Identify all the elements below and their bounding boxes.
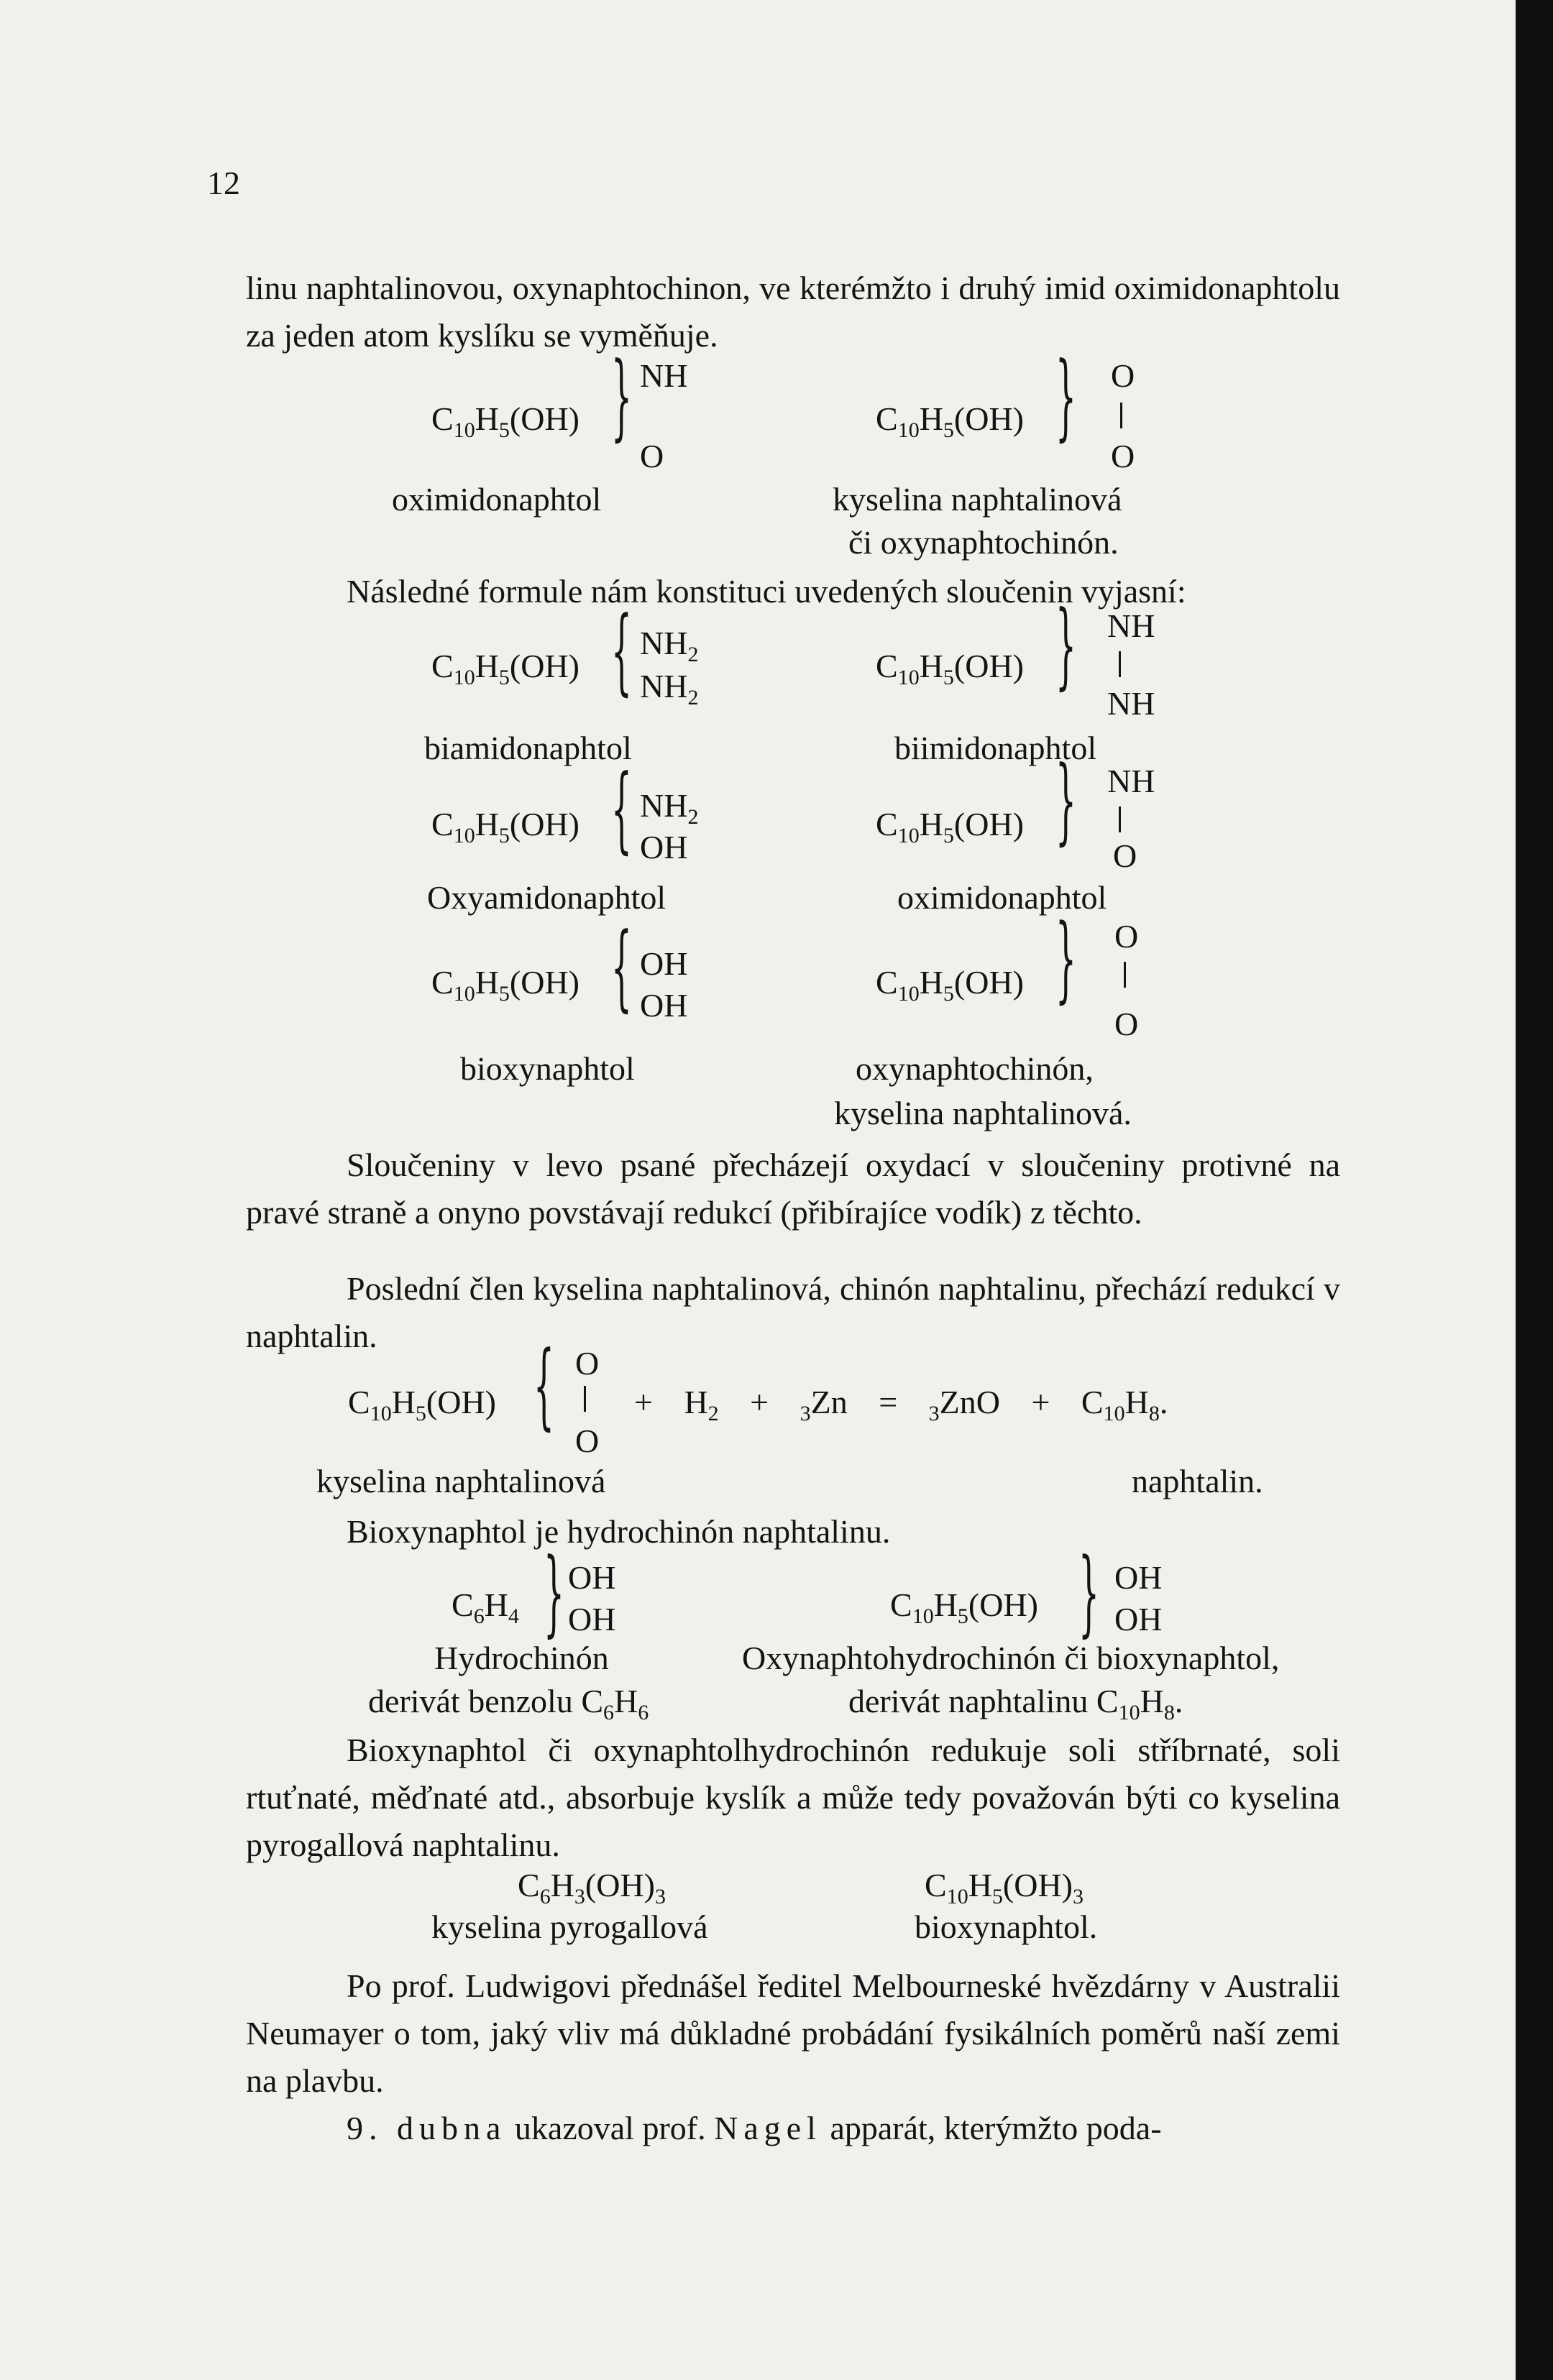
formula-text: $C_{10}H_5(OH)_3$ <box>925 1867 1084 1908</box>
paragraph-3: Sloučeniny v levo psané přecházejí oxydací v sloučeniny protivné na pravé straně a onyno povstávají redukcí (přibírajíce vodík) z těchto. <box>246 1147 1340 1231</box>
bond-line <box>1124 962 1126 988</box>
date-text: 9. dubna <box>347 2110 507 2146</box>
compound-name: oximidonaphtol <box>392 481 602 518</box>
brace: } <box>1078 1538 1099 1647</box>
compound-name: Hydrochinón <box>434 1640 609 1676</box>
bond-line <box>1119 807 1121 832</box>
formula-text: $C_{10}H_5(OH)$ <box>876 964 1024 1006</box>
bond-line <box>1120 403 1122 428</box>
formula-substituent: OH <box>640 987 688 1024</box>
paragraph-7: Po prof. Ludwigovi přednášel ředitel Melbourneské hvězdárny v Australii Neumayer o tom, jaký vliv má důkladné probádání fysikálních poměrů naší zemi na plavbu. <box>246 1967 1340 2099</box>
formula-substituent: O <box>1111 357 1135 394</box>
paragraph-2: Následné formule nám konstituci uvedených sloučenin vyjasní: <box>347 573 1186 610</box>
compound-name: Oxyamidonaphtol <box>427 879 666 916</box>
compound-name: naphtalin. <box>1132 1463 1263 1499</box>
formula-substituent: OH <box>640 829 688 865</box>
formula-text: $C_{10}H_5(OH)$ <box>890 1586 1038 1628</box>
formula-substituent: O <box>575 1345 600 1382</box>
formula-substituent: O <box>1113 837 1137 874</box>
formula-substituent: $NH_2$ <box>640 625 699 666</box>
formula-substituent: OH <box>640 945 688 982</box>
paragraph-5: Bioxynaphtol je hydrochinón naphtalinu. <box>347 1513 891 1550</box>
compound-name: biamidonaphtol <box>424 730 632 766</box>
compound-name: biimidonaphtol <box>894 730 1097 766</box>
equation-lhs: $C_{10}H_5(OH)$ <box>348 1384 496 1425</box>
compound-name-2: derivát naphtalinu $C_{10}H_8$. <box>848 1683 1183 1724</box>
formula-substituent: OH <box>568 1559 616 1596</box>
formula-substituent: O <box>1114 1006 1139 1042</box>
compound-name-2: kyselina naphtalinová. <box>834 1095 1132 1131</box>
formula-text: $C_{10}H_5(OH)$ <box>431 648 579 689</box>
brace: } <box>1055 341 1076 451</box>
formula-substituent: NH <box>1107 685 1155 722</box>
compound-name: bioxynaphtol <box>460 1050 635 1087</box>
compound-name-2: derivát benzolu $C_6H_6$ <box>368 1683 649 1724</box>
paragraph-1: linu naphtalinovou, oxynaphtochinon, ve kterémžto i druhý imid oximidonaphtolu za jeden atom kyslíku se vyměňuje. <box>246 270 1340 354</box>
formula-substituent: O <box>1114 918 1139 955</box>
person-name: Nagel <box>714 2110 822 2146</box>
paragraph-6: Bioxynaphtol či oxynaphtolhydrochinón redukuje soli stříbrnaté, soli rtuťnaté, měďnaté atd., absorbuje kyslík a může tedy považován býti co kyselina pyrogallová naphtalinu. <box>246 1732 1340 1863</box>
compound-name: Oxynaphtohydrochinón či bioxynaphtol, <box>742 1640 1280 1676</box>
page-edge <box>1516 0 1553 2380</box>
formula-substituent: NH <box>1107 763 1155 799</box>
brace: } <box>1055 745 1076 855</box>
formula-text: $C_6H_3(OH)_3$ <box>518 1867 666 1908</box>
formula-substituent: OH <box>1114 1559 1163 1596</box>
formula-substituent: OH <box>1114 1601 1163 1637</box>
formula-substituent: O <box>1111 438 1135 474</box>
brace: } <box>611 341 632 451</box>
bond-line <box>584 1386 586 1412</box>
brace: { <box>533 1331 554 1440</box>
formula-text: $C_{10}H_5(OH)$ <box>876 806 1024 847</box>
brace: } <box>1055 590 1076 699</box>
compound-name: bioxynaphtol. <box>915 1908 1098 1945</box>
paragraph-8-text-2: apparát, kterýmžto poda- <box>821 2110 1162 2146</box>
bond-line <box>1119 651 1121 677</box>
compound-name: oxynaphtochinón, <box>856 1050 1094 1087</box>
compound-name: oximidonaphtol <box>897 879 1107 916</box>
paragraph-4: Poslední člen kyselina naphtalinová, chinón naphtalinu, přechází redukcí v naphtalin. <box>246 1270 1340 1354</box>
compound-name: kyselina naphtalinová <box>833 481 1122 518</box>
equation-rhs: + $H_2 + _3Zn = _3ZnO + C_{10}H_8$. <box>634 1384 1168 1425</box>
formula-substituent: OH <box>568 1601 616 1637</box>
formula-text: $C_{10}H_5(OH)$ <box>431 806 579 847</box>
formula-text: $C_{10}H_5(OH)$ <box>876 648 1024 689</box>
formula-substituent: O <box>640 438 664 474</box>
formula-text: $C_6H_4$ <box>452 1586 519 1628</box>
compound-name-2: či oxynaphtochinón. <box>848 524 1119 561</box>
formula-text: $C_{10}H_5(OH)$ <box>431 400 579 442</box>
brace: } <box>544 1538 564 1647</box>
compound-name: kyselina pyrogallová <box>431 1908 708 1945</box>
formula-substituent: NH <box>1107 607 1155 644</box>
page-number: 12 <box>207 165 240 201</box>
brace: } <box>1055 904 1076 1013</box>
formula-text: $C_{10}H_5(OH)$ <box>431 964 579 1006</box>
paragraph-8 <box>246 2105 1340 2152</box>
paragraph-8-text: ukazoval prof. <box>506 2110 715 2146</box>
compound-name: kyselina naphtalinová <box>316 1463 606 1499</box>
brace: { <box>611 912 632 1021</box>
formula-substituent: O <box>575 1423 600 1459</box>
formula-substituent: $NH_2$ <box>640 787 699 829</box>
formula-substituent: $NH_2$ <box>640 668 699 709</box>
brace: { <box>611 596 632 705</box>
brace: { <box>611 754 632 863</box>
formula-text: $C_{10}H_5(OH)$ <box>876 400 1024 442</box>
formula-substituent: NH <box>640 357 688 394</box>
